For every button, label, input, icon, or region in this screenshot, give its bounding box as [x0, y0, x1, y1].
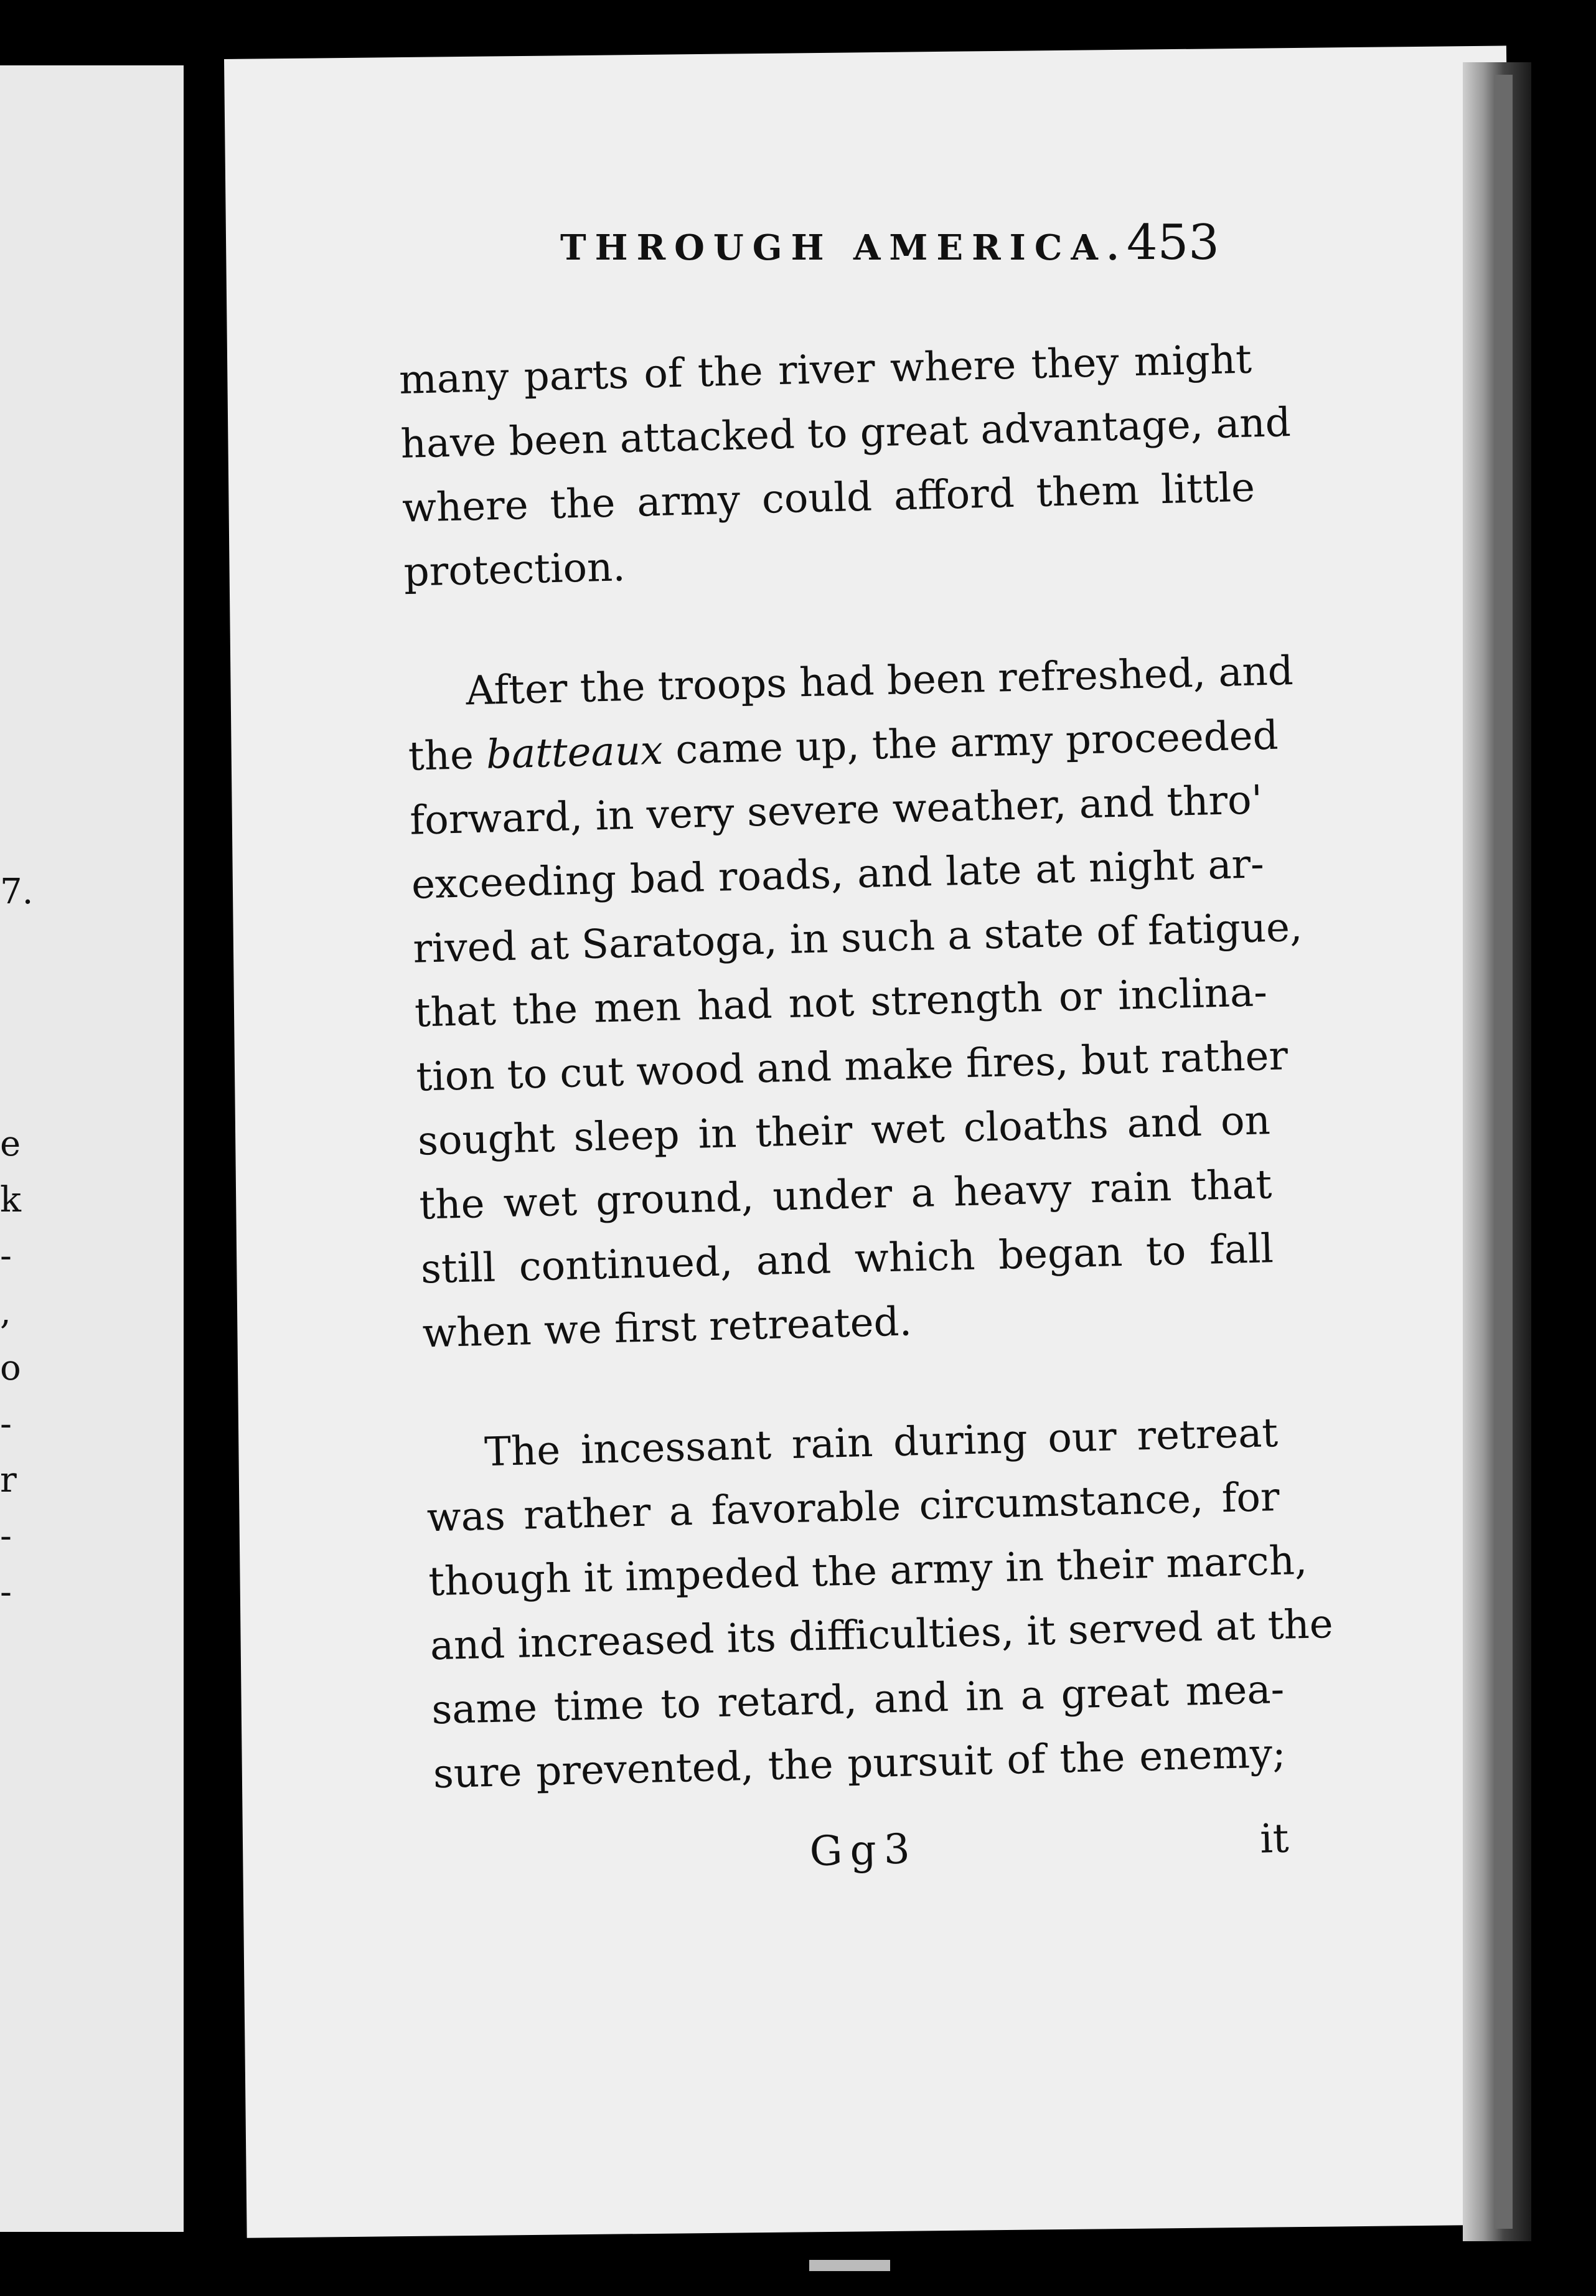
scan-artifact [809, 2260, 890, 2271]
left-page-fragments [0, 65, 184, 2232]
text-line: exceeding bad roads, and late at night ar- [411, 841, 1265, 908]
page-stack-edge-inner [1494, 75, 1513, 2229]
left-fragment: - [0, 1404, 12, 1444]
paragraph-2 [406, 640, 1303, 1366]
text-line: same time to retard, and in a great mea- [431, 1666, 1285, 1734]
text-line: sought sleep in their wet cloaths and on [417, 1098, 1271, 1165]
text-line: forward, in very severe weather, and thro' [409, 777, 1264, 844]
text-line: and increased its difficulties, it served at the [430, 1601, 1334, 1670]
signature-mark: Gg3 [809, 1825, 918, 1876]
text-line: sure prevented, the pursuit of the enemy; [433, 1730, 1287, 1798]
left-fragment: k [0, 1180, 21, 1220]
text-line: tion to cut wood and make fires, but rather [415, 1033, 1289, 1101]
text-line: protection. [403, 544, 626, 596]
left-fragment: o [0, 1348, 21, 1388]
text-line: After the troops had been refreshed, and [465, 648, 1294, 715]
left-fragment: - [0, 1516, 12, 1556]
catchword: it [1259, 1815, 1290, 1863]
text-line: though it impeded the army in their march, [428, 1537, 1308, 1606]
text-line: that the men had not strength or inclina- [414, 969, 1268, 1037]
text-line: was rather a favorable circumstance, for [426, 1474, 1280, 1541]
left-fragment: r [0, 1460, 17, 1500]
left-fragment: , [0, 1292, 11, 1332]
left-fragment: - [0, 1236, 12, 1276]
text-line: the batteaux came up, the army proceeded [408, 712, 1279, 780]
left-fragment: e [0, 1124, 21, 1164]
paragraph-3 [425, 1401, 1334, 1807]
left-fragment: - [0, 1572, 12, 1612]
body-text [398, 328, 1334, 1807]
text-line: where the army could afford them little [401, 464, 1256, 532]
running-head [336, 215, 1232, 289]
left-facing-page [0, 65, 184, 2232]
text-line: have been attacked to great advantage, and [400, 400, 1292, 468]
text-line: still continued, and which began to fall [420, 1226, 1274, 1293]
page-number: 453 [1127, 215, 1219, 271]
text-line: rived at Saratoga, in such a state of fatigue, [412, 904, 1303, 972]
left-fragment: 7. [0, 872, 34, 912]
running-head-title: THROUGH AMERICA. [560, 227, 1128, 268]
italic-word: batteaux [486, 727, 664, 778]
text-line: when we first retreated. [421, 1299, 913, 1357]
paragraph-1 [398, 328, 1292, 605]
text-line: The incessant rain during our retreat [484, 1410, 1279, 1476]
text-line: many parts of the river where they might [398, 336, 1252, 403]
text-line: the wet ground, under a heavy rain that [418, 1162, 1273, 1229]
